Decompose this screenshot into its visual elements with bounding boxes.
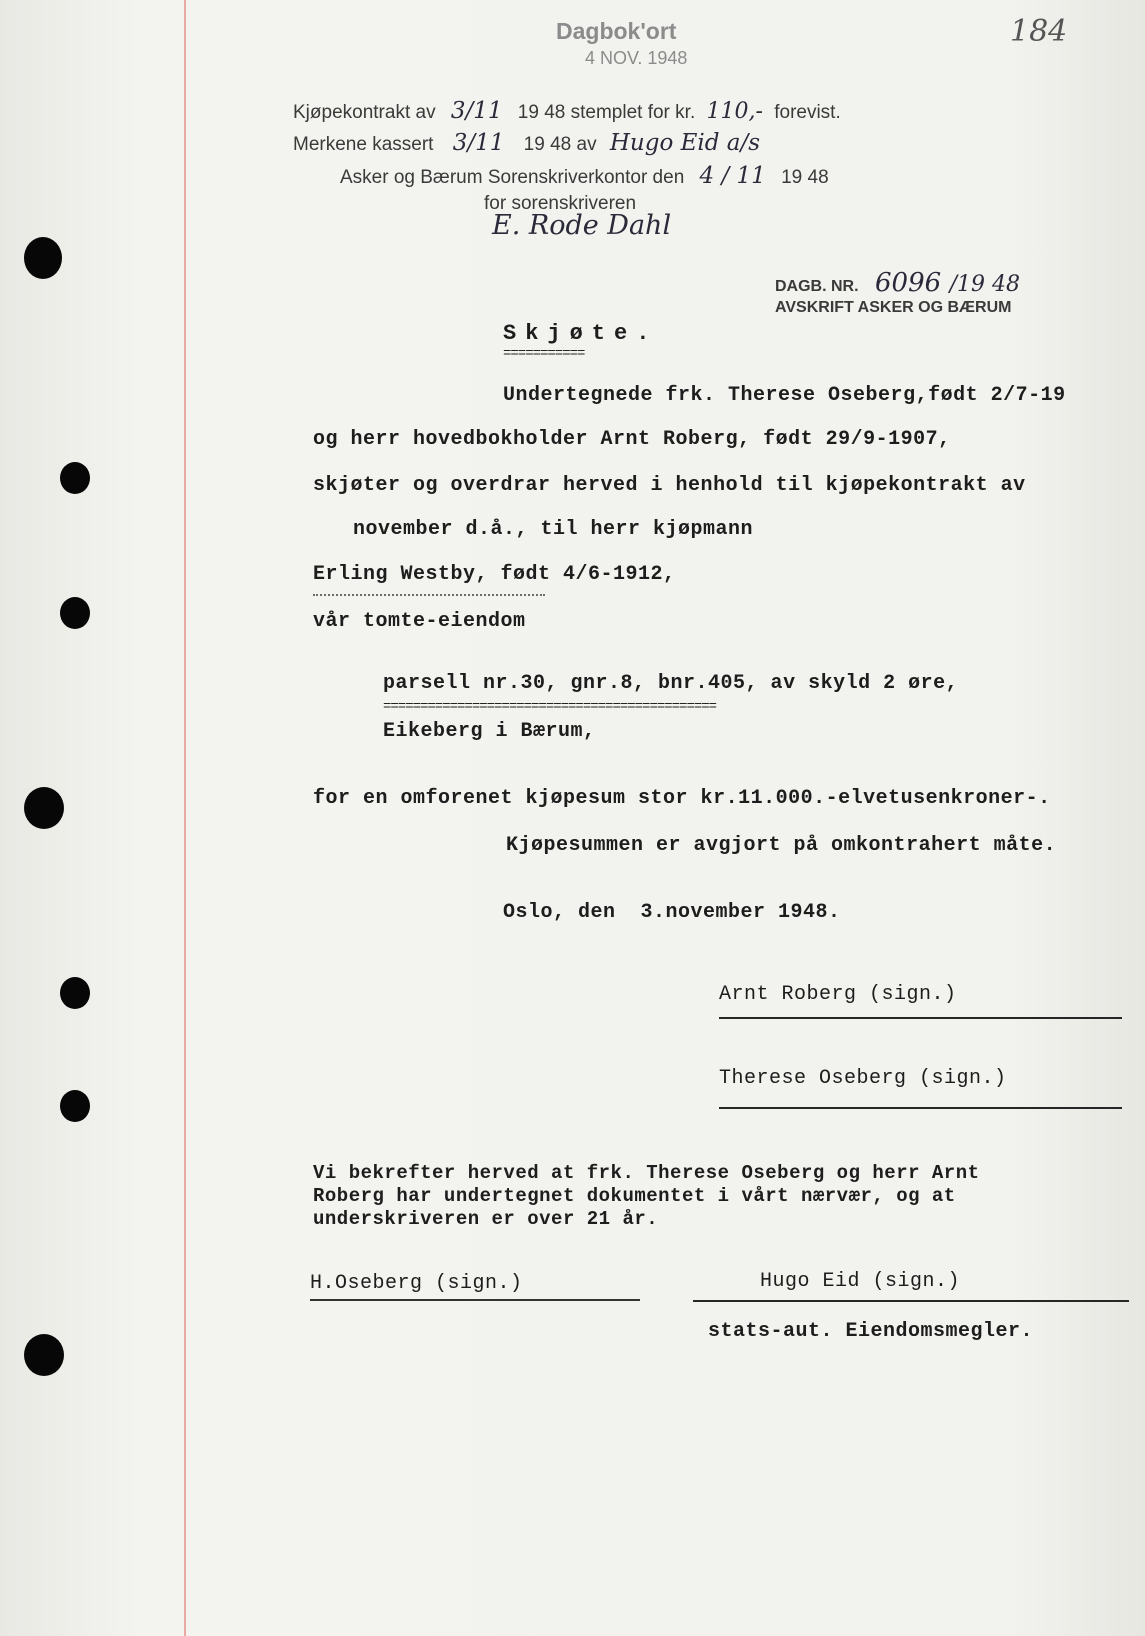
punch-hole	[24, 237, 62, 279]
stamp-year: 19 48	[517, 102, 566, 123]
deed-line-6: vår tomte-eiendom	[313, 610, 526, 633]
punch-hole	[60, 597, 90, 629]
witness-line-1: Vi bekrefter herved at frk. Therese Oseberg og herr Arnt	[313, 1162, 980, 1184]
punch-hole	[60, 1090, 90, 1122]
handwritten-date: 3/11	[452, 130, 505, 156]
name-underline	[313, 594, 545, 596]
signature-rule	[719, 1107, 1122, 1109]
handwritten-name: Hugo Eid a/s	[609, 130, 761, 156]
signature-arnt-roberg: Arnt Roberg (sign.)	[719, 983, 957, 1006]
title-underline: ===========	[503, 346, 585, 362]
witness-left-rule	[310, 1299, 640, 1301]
dagbok-number: 6096	[875, 268, 942, 298]
dagbok-stamp-date: 4 NOV. 1948	[585, 48, 688, 68]
stamp-line-2	[293, 130, 760, 156]
witness-right-rule	[693, 1300, 1129, 1302]
stamp-line-3	[340, 163, 829, 189]
dagbok-number-line	[775, 268, 1020, 298]
dagbok-year: /19 48	[949, 272, 1021, 297]
signature-therese-oseberg: Therese Oseberg (sign.)	[719, 1067, 1007, 1090]
handwritten-date: 4 / 11	[699, 163, 766, 189]
punch-hole	[24, 1334, 64, 1376]
stamp-line-4: for sorenskriveren	[484, 193, 637, 214]
settlement-line: Kjøpesummen er avgjort på omkontrahert måte.	[506, 834, 1057, 857]
page-number: 184	[1010, 14, 1068, 49]
deed-line-1: Undertegnede frk. Therese Oseberg,født 2/7-19	[503, 384, 1066, 407]
avskrift-label: AVSKRIFT ASKER OG BÆRUM	[775, 299, 1012, 316]
price-line: for en omforenet kjøpesum stor kr.11.000.-elvetusenkroner-.	[313, 787, 1051, 810]
stamp-text: stemplet for kr.	[570, 102, 696, 123]
stamp-year: 19 48	[523, 134, 572, 155]
witness-signature-right: Hugo Eid (sign.)	[760, 1270, 961, 1293]
dagbok-label: DAGB. NR.	[775, 278, 859, 295]
stamp-text: Asker og Bærum Sorenskriverkontor den	[340, 167, 685, 188]
margin-line	[184, 0, 186, 1636]
handwritten-amount: 110,-	[706, 99, 763, 124]
stamp-prefix: Kjøpekontrakt av	[293, 102, 436, 123]
deed-line-3: skjøter og overdrar herved i henhold til kjøpekontrakt av	[313, 474, 1026, 497]
punch-hole	[60, 977, 90, 1009]
place-date: Oslo, den 3.november 1948.	[503, 901, 841, 924]
stamp-line-1	[293, 98, 841, 124]
handwritten-signature: E. Rode Dahl	[492, 210, 672, 241]
stamp-year: 19 48	[781, 167, 829, 188]
witness-line-2: Roberg har undertegnet dokumentet i vårt nærvær, og at	[313, 1185, 956, 1207]
witness-line-3: underskriveren er over 21 år.	[313, 1208, 659, 1230]
property-location: Eikeberg i Bærum,	[383, 720, 596, 743]
deed-line-2: og herr hovedbokholder Arnt Roberg, født 29/9-1907,	[313, 428, 951, 451]
witness-signature-left: H.Oseberg (sign.)	[310, 1272, 523, 1295]
stamp-text: av	[576, 134, 597, 155]
punch-hole	[24, 787, 64, 829]
deed-line-5: Erling Westby, født 4/6-1912,	[313, 563, 676, 586]
deed-title: Skjøte.	[503, 321, 659, 346]
stamp-prefix: Merkene kassert	[293, 134, 434, 155]
broker-title: stats-aut. Eiendomsmegler.	[708, 1320, 1034, 1343]
punch-hole	[60, 462, 90, 494]
property-underline: =============================================	[383, 699, 717, 715]
signature-rule	[719, 1017, 1122, 1019]
property-line: parsell nr.30, gnr.8, bnr.405, av skyld 2 øre,	[383, 672, 959, 695]
handwritten-date: 3/11	[450, 98, 503, 124]
dagbok-stamp-title: Dagbok'ort	[556, 18, 677, 44]
deed-line-4: november d.å., til herr kjøpmann	[353, 518, 754, 541]
stamp-text: forevist.	[774, 102, 841, 123]
